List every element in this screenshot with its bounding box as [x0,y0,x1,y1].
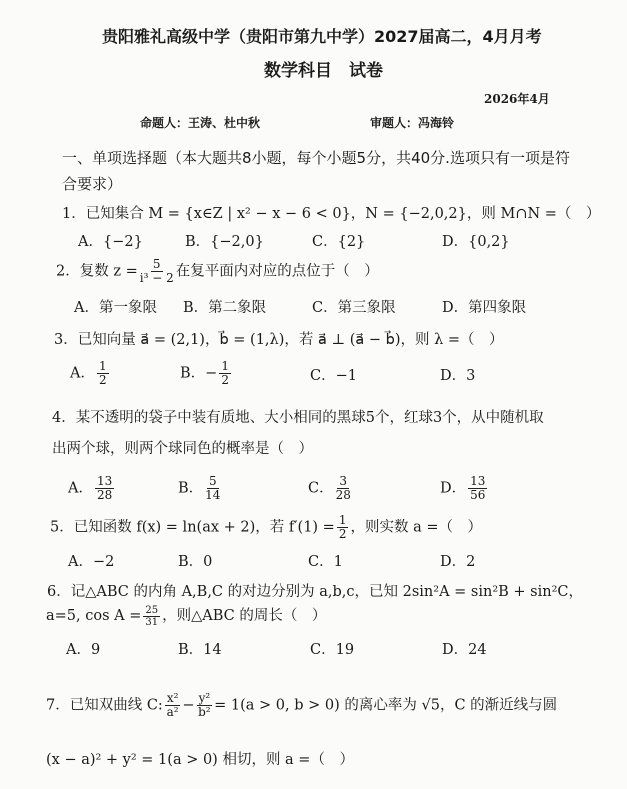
q4-b-fraction [205,475,220,502]
q4-d-label: D． [440,480,467,497]
section-heading-cont: 合要求） [62,175,123,193]
q7-f1-den: a² [166,705,179,719]
q7-minus: − [182,697,195,714]
q2-stem-post: 在复平面内对应的点位于（ ） [175,263,379,280]
q4-a-num: 13 [96,474,113,488]
q7-fraction-x [165,692,181,719]
q5-frac-num: 1 [338,513,347,527]
q7-f2-den: b² [198,705,211,719]
question-2 [56,258,379,285]
question-setter: 命题人：王涛、杜中秋 [140,116,261,130]
q2-option-a[interactable]: A．第一象限 [74,300,157,316]
q3-b-den: 2 [221,373,229,387]
q5-stem-pre: 5．已知函数 f(x) = ln(ax + 2)，若 f′(1) = [50,519,335,536]
q6-stem2-post: ，则△ABC 的周长（ ） [162,608,327,624]
exam-title: 贵阳雅礼高级中学（贵阳市第九中学）2027届高二，4月月考 [102,27,542,46]
q6-stem2-pre: a=5, cos A = [46,608,142,624]
q1-option-d[interactable]: D．{0,2} [442,234,510,250]
question-4-cont: 出两个球，则两个球同色的概率是（ ） [52,441,313,457]
q4-b-label: B． [178,480,204,497]
q6-fraction [143,605,160,628]
q6-frac-num: 25 [145,604,159,616]
q5-option-b[interactable]: B．0 [178,554,213,570]
q7-stem-post: = 1(a > 0, b > 0) 的离心率为 √5，C 的渐近线与圆 [214,697,558,714]
q6-option-c[interactable]: C．19 [310,642,355,658]
q3-b-num: 1 [221,359,229,373]
q6-option-d[interactable]: D．24 [442,642,487,658]
q4-option-c[interactable] [308,475,353,502]
section-heading: 一、单项选择题（本大题共8小题，每个小题5分，共40分.选项只有一项是符 [62,149,570,167]
q2-option-b[interactable]: B．第二象限 [183,300,267,316]
q2-fraction [140,258,174,285]
q4-option-d[interactable] [440,475,489,502]
q4-option-a[interactable] [68,475,116,502]
q3-a-label: A． [70,365,95,382]
q4-d-den: 56 [470,488,486,502]
q5-fraction [337,514,349,541]
question-6-cont [46,604,326,628]
q3-b-label: B．− [180,365,218,382]
question-6: 6．记△ABC 的内角 A,B,C 的对边分别为 a,b,c，已知 2sin²A = sin²B + sin²C， [47,584,583,600]
q4-c-num: 3 [339,474,348,488]
q3-a-num: 1 [98,359,107,373]
q7-f1-num: x² [166,691,179,705]
q3-option-c[interactable]: C．−1 [310,368,357,384]
q7-f2-num: y² [198,691,211,705]
q4-option-b[interactable] [178,475,222,502]
question-4: 4．某不透明的袋子中装有质地、大小相同的黑球5个，红球3个，从中随机取 [52,410,544,426]
q4-c-label: C． [308,480,334,497]
q3-a-den: 2 [98,373,107,387]
q4-a-label: A． [68,480,93,497]
q3-option-b[interactable] [180,360,233,387]
question-3: 3．已知向量 a⃗ = (2,1)，b⃗ = (1,λ)，若 a⃗ ⊥ (a⃗ − b⃗)，则 λ =（ ） [54,332,504,348]
question-reviewer: 审题人：冯海铃 [370,116,455,130]
q1-option-a[interactable]: A．{−2} [78,234,143,250]
q4-b-num: 5 [208,474,217,488]
q6-option-a[interactable]: A．9 [66,642,101,658]
exam-subtitle: 数学科目 试卷 [264,61,383,81]
q5-stem-post: ，则实数 a =（ ） [350,519,482,536]
q4-c-den: 28 [335,488,351,502]
q1-option-c[interactable]: C．{2} [312,234,366,250]
question-7 [46,692,557,719]
q3-a-fraction [97,360,109,387]
q7-stem-pre: 7．已知双曲线 C: [46,697,163,714]
q3-option-a[interactable] [70,360,111,387]
q4-a-den: 28 [96,488,113,502]
q4-d-fraction [468,475,487,502]
q2-frac-num: 5 [152,257,161,271]
q2-option-c[interactable]: C．第三象限 [312,300,396,316]
q3-option-d[interactable]: D．3 [440,368,476,384]
q5-option-d[interactable]: D．2 [440,554,476,570]
q2-option-d[interactable]: D．第四象限 [442,300,527,316]
q4-b-den: 14 [205,488,221,502]
question-1: 1．已知集合 M = {x∈Z | x² − x − 6 < 0}，N = {−2,0,2}，则 M∩N =（ ） [62,206,601,222]
exam-date: 2026年4月 [484,92,550,106]
question-5 [50,514,482,541]
q1-option-b[interactable]: B．{−2,0} [185,234,264,250]
question-7-cont: (x − a)² + y² = 1(a > 0) 相切，则 a =（ ） [46,752,354,768]
q6-frac-den: 31 [145,616,159,628]
q3-b-fraction [219,360,231,387]
q7-fraction-y [197,692,213,719]
q5-option-c[interactable]: C．1 [308,554,343,570]
q2-stem-pre: 2．复数 z = [56,263,138,280]
q5-frac-den: 2 [338,527,347,541]
q4-c-fraction [336,475,351,502]
q6-option-b[interactable]: B．14 [178,642,222,658]
q4-d-num: 13 [470,474,486,488]
q2-frac-den: i³ − 2 [139,271,174,285]
q4-a-fraction [95,475,114,502]
q5-option-a[interactable]: A．−2 [68,554,115,570]
